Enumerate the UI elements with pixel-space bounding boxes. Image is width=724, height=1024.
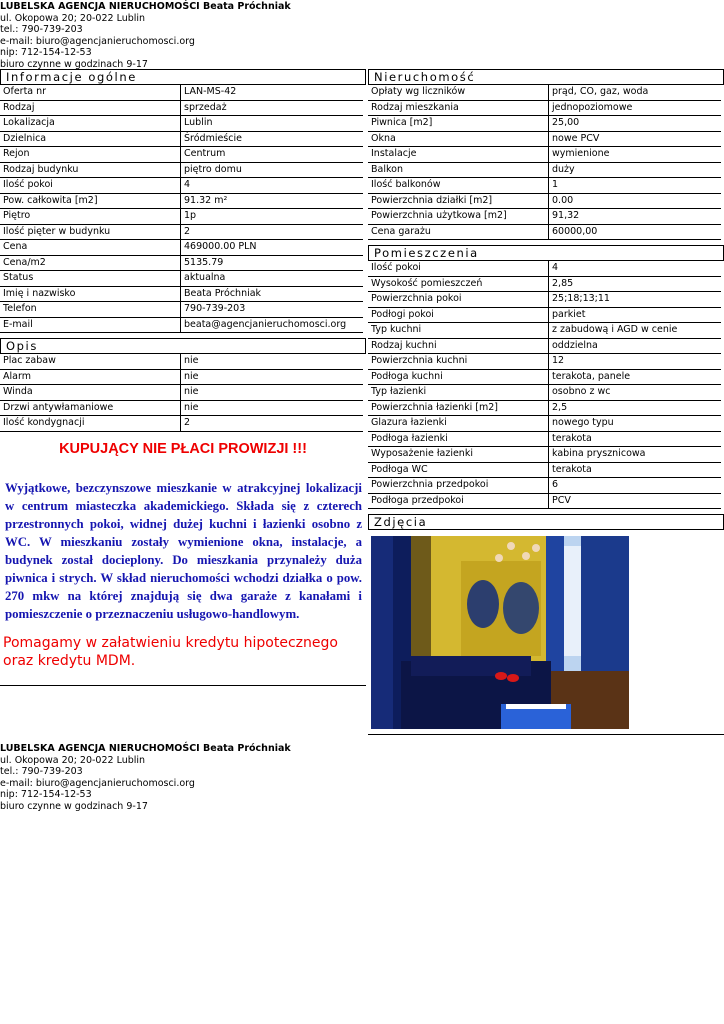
row-label: Drzwi antywłamaniowe bbox=[0, 401, 180, 417]
row-value: 5135.79 bbox=[180, 256, 363, 272]
table-row bbox=[368, 116, 724, 132]
row-label: Winda bbox=[0, 385, 180, 401]
row-value: 91.32 m² bbox=[180, 194, 363, 210]
row-value: 790-739-203 bbox=[180, 302, 363, 318]
table-row bbox=[368, 494, 724, 510]
table-row bbox=[0, 163, 366, 179]
rooms-table bbox=[368, 261, 724, 509]
table-row bbox=[368, 277, 724, 293]
row-value: 6 bbox=[548, 478, 721, 494]
row-value: osobno z wc bbox=[548, 385, 721, 401]
table-row bbox=[368, 147, 724, 163]
row-label: Ilość pokoi bbox=[368, 261, 548, 277]
row-value: nowe PCV bbox=[548, 132, 721, 148]
table-row bbox=[368, 85, 724, 101]
row-label: Telefon bbox=[0, 302, 180, 318]
general-table bbox=[0, 85, 366, 333]
row-label: Powierzchnia kuchni bbox=[368, 354, 548, 370]
row-value: 1p bbox=[180, 209, 363, 225]
table-row bbox=[368, 292, 724, 308]
table-row bbox=[368, 432, 724, 448]
row-label: Powierzchnia przedpokoi bbox=[368, 478, 548, 494]
row-label: Cena/m2 bbox=[0, 256, 180, 272]
opis-table bbox=[0, 354, 366, 432]
row-label: Plac zabaw bbox=[0, 354, 180, 370]
row-label: Podłoga przedpokoi bbox=[368, 494, 548, 510]
agency-header bbox=[0, 1, 291, 70]
row-label: Powierzchnia łazienki [m2] bbox=[368, 401, 548, 417]
table-row bbox=[0, 354, 366, 370]
table-row bbox=[0, 256, 366, 272]
row-value: 4 bbox=[548, 261, 721, 277]
row-label: Rejon bbox=[0, 147, 180, 163]
row-value: LAN-MS-42 bbox=[180, 85, 363, 101]
table-row bbox=[0, 287, 366, 303]
promo-text: KUPUJĄCY NIE PŁACI PROWIZJI !!! bbox=[59, 440, 307, 457]
row-value: nie bbox=[180, 370, 363, 386]
table-row bbox=[368, 178, 724, 194]
row-value: Beata Próchniak bbox=[180, 287, 363, 303]
section-header-rooms: Pomieszczenia bbox=[368, 245, 724, 261]
footer-agency-address: ul. Okopowa 20; 20-022 Lublin bbox=[0, 754, 146, 766]
row-value: 1 bbox=[548, 178, 721, 194]
footer-agency-phone: tel.: 790-739-203 bbox=[0, 766, 83, 777]
table-row bbox=[0, 101, 366, 117]
row-value: 2,85 bbox=[548, 277, 721, 293]
row-value: aktualna bbox=[180, 271, 363, 287]
row-label: Ilość balkonów bbox=[368, 178, 548, 194]
agency-footer bbox=[0, 743, 291, 812]
row-label: Instalacje bbox=[368, 147, 548, 163]
row-value: 2 bbox=[180, 416, 363, 432]
row-value: oddzielna bbox=[548, 339, 721, 355]
property-table bbox=[368, 85, 724, 240]
row-label: Podłoga łazienki bbox=[368, 432, 548, 448]
row-label: Pow. całkowita [m2] bbox=[0, 194, 180, 210]
row-label: Rodzaj budynku bbox=[0, 163, 180, 179]
property-description: Wyjątkowe, bezczynszowe mieszkanie w atrakcyjnej lokalizacji w centrum miasteczka akademickiego. Składa się z czterech przestronnych pokoi, widnej dużej kuchni i łazienki osobno z WC. W mieszkaniu zostały wymienione okna, instalacje, a budynek został docieplony. Do mieszkania przynależy duża piwnica i strych. W skład nieruchomości wchodzi działka o pow. 270 mkw na której znajdują się dwa garaże z kanałami i pomieszczenie o przeznaczeniu usługowo-handlowym. bbox=[5, 480, 362, 621]
footer-agency-hours: biuro czynne w godzinach 9-17 bbox=[0, 800, 148, 812]
table-row bbox=[0, 302, 366, 318]
row-label: Typ kuchni bbox=[368, 323, 548, 339]
row-label: Wysokość pomieszczeń bbox=[368, 277, 548, 293]
table-row bbox=[0, 178, 366, 194]
row-label: Typ łazienki bbox=[368, 385, 548, 401]
row-label: Powierzchnia działki [m2] bbox=[368, 194, 548, 210]
row-value: 2 bbox=[180, 225, 363, 241]
section-header-photos: Zdjęcia bbox=[368, 514, 724, 530]
row-value: jednopoziomowe bbox=[548, 101, 721, 117]
row-label: Oferta nr bbox=[0, 85, 180, 101]
row-label: Okna bbox=[368, 132, 548, 148]
agency-phone: tel.: 790-739-203 bbox=[0, 24, 83, 35]
row-value: prąd, CO, gaz, woda bbox=[548, 85, 721, 101]
table-row bbox=[368, 194, 724, 210]
row-label: Status bbox=[0, 271, 180, 287]
table-row bbox=[0, 240, 366, 256]
row-label: E-mail bbox=[0, 318, 180, 334]
table-row bbox=[368, 163, 724, 179]
table-row bbox=[368, 447, 724, 463]
row-value: nie bbox=[180, 401, 363, 417]
row-label: Powierzchnia pokoi bbox=[368, 292, 548, 308]
row-value: Śródmieście bbox=[180, 132, 363, 148]
row-label: Piwnica [m2] bbox=[368, 116, 548, 132]
row-label: Rodzaj bbox=[0, 101, 180, 117]
row-label: Ilość pięter w budynku bbox=[0, 225, 180, 241]
table-row bbox=[368, 385, 724, 401]
table-row bbox=[368, 478, 724, 494]
agency-address: ul. Okopowa 20; 20-022 Lublin bbox=[0, 12, 146, 24]
right-column bbox=[368, 68, 724, 735]
table-row bbox=[0, 132, 366, 148]
row-label: Rodzaj mieszkania bbox=[368, 101, 548, 117]
table-row bbox=[0, 416, 366, 432]
row-value: Lublin bbox=[180, 116, 363, 132]
row-value: duży bbox=[548, 163, 721, 179]
table-row bbox=[0, 318, 366, 334]
table-row bbox=[0, 85, 366, 101]
row-value: kabina prysznicowa bbox=[548, 447, 721, 463]
row-label: Glazura łazienki bbox=[368, 416, 548, 432]
table-row bbox=[368, 401, 724, 417]
agency-hours: biuro czynne w godzinach 9-17 bbox=[0, 58, 148, 70]
row-value: z zabudową i AGD w cenie bbox=[548, 323, 721, 339]
row-label: Cena bbox=[0, 240, 180, 256]
row-value: Centrum bbox=[180, 147, 363, 163]
row-value: sprzedaż bbox=[180, 101, 363, 117]
table-row bbox=[368, 323, 724, 339]
row-label: Podłoga kuchni bbox=[368, 370, 548, 386]
row-label: Podłoga WC bbox=[368, 463, 548, 479]
row-label: Imię i nazwisko bbox=[0, 287, 180, 303]
table-row bbox=[368, 308, 724, 324]
footer-agency-name: LUBELSKA AGENCJA NIERUCHOMOŚCI Beata Próchniak bbox=[0, 743, 291, 754]
table-row bbox=[368, 463, 724, 479]
table-row bbox=[0, 194, 366, 210]
row-value: nowego typu bbox=[548, 416, 721, 432]
table-row bbox=[368, 101, 724, 117]
row-label: Ilość kondygnacji bbox=[0, 416, 180, 432]
row-label: Balkon bbox=[368, 163, 548, 179]
agency-name: LUBELSKA AGENCJA NIERUCHOMOŚCI Beata Próchniak bbox=[0, 1, 291, 12]
row-label: Ilość pokoi bbox=[0, 178, 180, 194]
credit-text: Pomagamy w załatwieniu kredytu hipotecznego oraz kredytu MDM. bbox=[3, 634, 338, 669]
left-column bbox=[0, 68, 366, 686]
row-value: terakota bbox=[548, 463, 721, 479]
table-row bbox=[0, 271, 366, 287]
table-row bbox=[368, 209, 724, 225]
row-value: parkiet bbox=[548, 308, 721, 324]
table-row bbox=[368, 132, 724, 148]
row-value: beata@agencjanieruchomosci.org bbox=[180, 318, 363, 334]
row-value: 469000.00 PLN bbox=[180, 240, 363, 256]
footer-agency-nip: nip: 712-154-12-53 bbox=[0, 789, 92, 800]
row-label: Rodzaj kuchni bbox=[368, 339, 548, 355]
table-row bbox=[368, 339, 724, 355]
table-row bbox=[0, 116, 366, 132]
row-label: Lokalizacja bbox=[0, 116, 180, 132]
row-label: Cena garażu bbox=[368, 225, 548, 241]
agency-email: e-mail: biuro@agencjanieruchomosci.org bbox=[0, 35, 195, 47]
table-row bbox=[0, 147, 366, 163]
row-label: Podłogi pokoi bbox=[368, 308, 548, 324]
row-value: PCV bbox=[548, 494, 721, 510]
row-label: Opłaty wg liczników bbox=[368, 85, 548, 101]
row-label: Wyposażenie łazienki bbox=[368, 447, 548, 463]
row-label: Alarm bbox=[0, 370, 180, 386]
table-row bbox=[0, 225, 366, 241]
section-header-general: Informacje ogólne bbox=[0, 69, 366, 85]
opis-box-bottom bbox=[0, 676, 366, 686]
table-row bbox=[0, 401, 366, 417]
property-photo[interactable] bbox=[371, 536, 629, 729]
row-value: nie bbox=[180, 354, 363, 370]
table-row bbox=[0, 209, 366, 225]
row-value: terakota, panele bbox=[548, 370, 721, 386]
section-header-opis: Opis bbox=[0, 338, 366, 354]
table-row bbox=[368, 416, 724, 432]
table-row bbox=[368, 225, 724, 241]
row-value: terakota bbox=[548, 432, 721, 448]
table-row bbox=[368, 261, 724, 277]
row-value: wymienione bbox=[548, 147, 721, 163]
table-row bbox=[0, 370, 366, 386]
table-row bbox=[368, 370, 724, 386]
row-value: piętro domu bbox=[180, 163, 363, 179]
row-value: 25,00 bbox=[548, 116, 721, 132]
row-value: 91,32 bbox=[548, 209, 721, 225]
room-photo-illustration bbox=[371, 536, 629, 729]
row-label: Powierzchnia użytkowa [m2] bbox=[368, 209, 548, 225]
row-value: 2,5 bbox=[548, 401, 721, 417]
row-label: Piętro bbox=[0, 209, 180, 225]
photos-box-bottom bbox=[368, 734, 724, 735]
row-value: 4 bbox=[180, 178, 363, 194]
agency-nip: nip: 712-154-12-53 bbox=[0, 47, 92, 58]
row-label: Dzielnica bbox=[0, 132, 180, 148]
row-value: 25;18;13;11 bbox=[548, 292, 721, 308]
row-value: nie bbox=[180, 385, 363, 401]
table-row bbox=[368, 354, 724, 370]
row-value: 60000,00 bbox=[548, 225, 721, 241]
footer-agency-email: e-mail: biuro@agencjanieruchomosci.org bbox=[0, 777, 195, 789]
row-value: 0.00 bbox=[548, 194, 721, 210]
table-row bbox=[0, 385, 366, 401]
section-header-property: Nieruchomość bbox=[368, 69, 724, 85]
row-value: 12 bbox=[548, 354, 721, 370]
